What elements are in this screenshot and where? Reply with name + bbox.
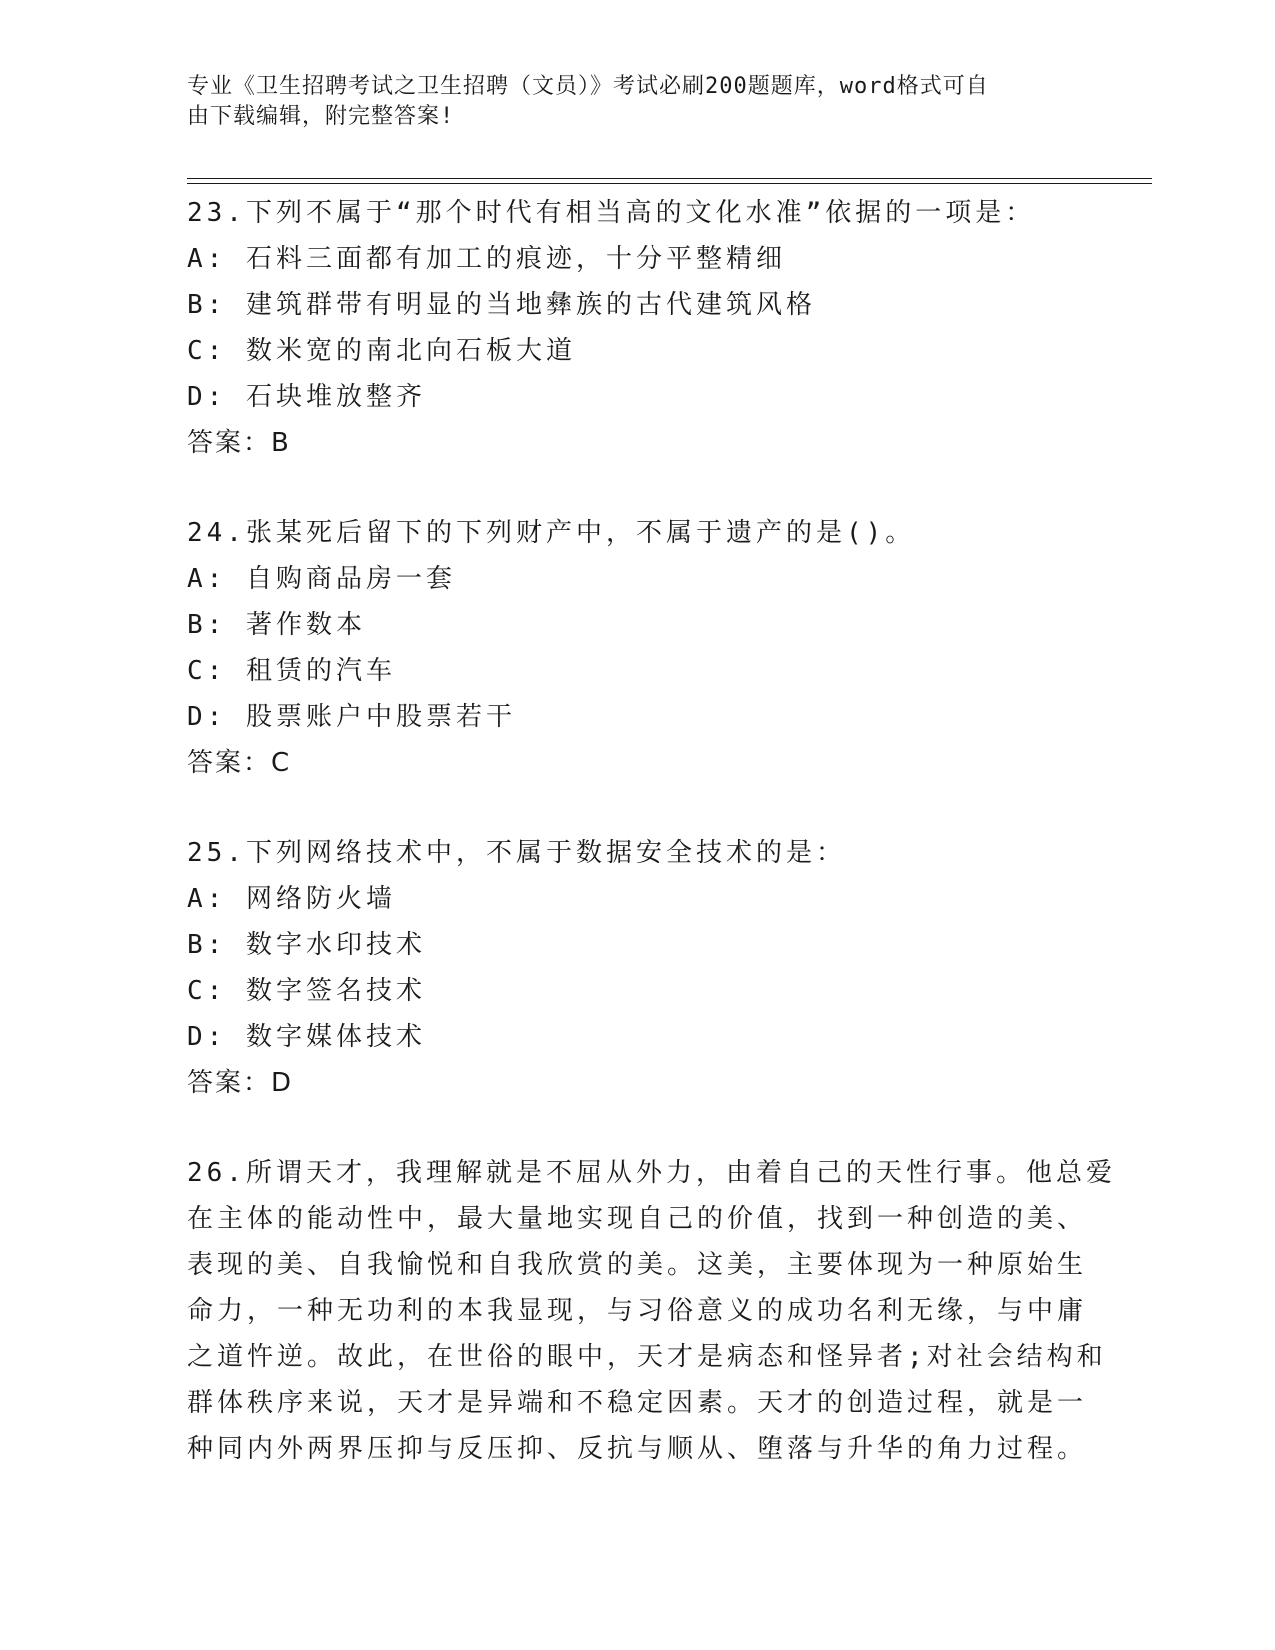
passage-line: 群体秩序来说，天才是异端和不稳定因素。天才的创造过程，就是一 bbox=[187, 1388, 1088, 1418]
passage-line: 命力，一种无功利的本我显现，与习俗意义的成功名利无缘，与中庸 bbox=[187, 1296, 1088, 1326]
answer-line: 答案：D bbox=[187, 1068, 294, 1098]
header-divider-bottom bbox=[187, 183, 1152, 184]
option-b: B: 数字水印技术 bbox=[187, 930, 426, 960]
question-spacer bbox=[187, 1106, 1087, 1150]
option-b: B: 建筑群带有明显的当地彝族的古代建筑风格 bbox=[187, 290, 816, 320]
option-c: C: 数字签名技术 bbox=[187, 976, 426, 1006]
question-25 bbox=[187, 830, 1087, 1106]
option-d: D: 石块堆放整齐 bbox=[187, 382, 426, 412]
passage-line: 种同内外两界压抑与反压抑、反抗与顺从、堕落与升华的角力过程。 bbox=[187, 1434, 1088, 1464]
question-stem: 24.张某死后留下的下列财产中，不属于遗产的是()。 bbox=[187, 518, 916, 548]
header-line-2: 由下载编辑，附完整答案! bbox=[187, 104, 455, 129]
passage-line: 表现的美、自我愉悦和自我欣赏的美。这美，主要体现为一种原始生 bbox=[187, 1250, 1088, 1280]
question-stem: 23.下列不属于“那个时代有相当高的文化水准”依据的一项是： bbox=[187, 198, 1036, 228]
option-d: D: 数字媒体技术 bbox=[187, 1022, 426, 1052]
header-divider-top bbox=[187, 178, 1152, 179]
question-spacer bbox=[187, 466, 1087, 510]
question-list bbox=[187, 190, 1116, 1472]
option-d: D: 股票账户中股票若干 bbox=[187, 702, 516, 732]
question-23 bbox=[187, 190, 1087, 466]
document-header bbox=[187, 72, 1067, 132]
header-line-1: 专业《卫生招聘考试之卫生招聘（文员）》考试必刷200题题库，word格式可自 bbox=[187, 74, 989, 99]
option-c: C: 数米宽的南北向石板大道 bbox=[187, 336, 576, 366]
option-b: B: 著作数本 bbox=[187, 610, 366, 640]
question-stem: 25.下列网络技术中，不属于数据安全技术的是： bbox=[187, 838, 846, 868]
passage-line: 之道忤逆。故此，在世俗的眼中，天才是病态和怪异者;对社会结构和 bbox=[187, 1342, 1107, 1372]
passage-line: 26.所谓天才，我理解就是不屈从外力，由着自己的天性行事。他总爱 bbox=[187, 1158, 1116, 1188]
question-spacer bbox=[187, 786, 1087, 830]
question-24 bbox=[187, 510, 1087, 786]
answer-line: 答案：B bbox=[187, 428, 291, 458]
passage-line: 在主体的能动性中，最大量地实现自己的价值，找到一种创造的美、 bbox=[187, 1204, 1088, 1234]
option-a: A: 网络防火墙 bbox=[187, 884, 396, 914]
answer-line: 答案：C bbox=[187, 748, 292, 778]
option-a: A: 石料三面都有加工的痕迹，十分平整精细 bbox=[187, 244, 786, 274]
option-c: C: 租赁的汽车 bbox=[187, 656, 396, 686]
question-26 bbox=[187, 1150, 1116, 1472]
option-a: A: 自购商品房一套 bbox=[187, 564, 456, 594]
